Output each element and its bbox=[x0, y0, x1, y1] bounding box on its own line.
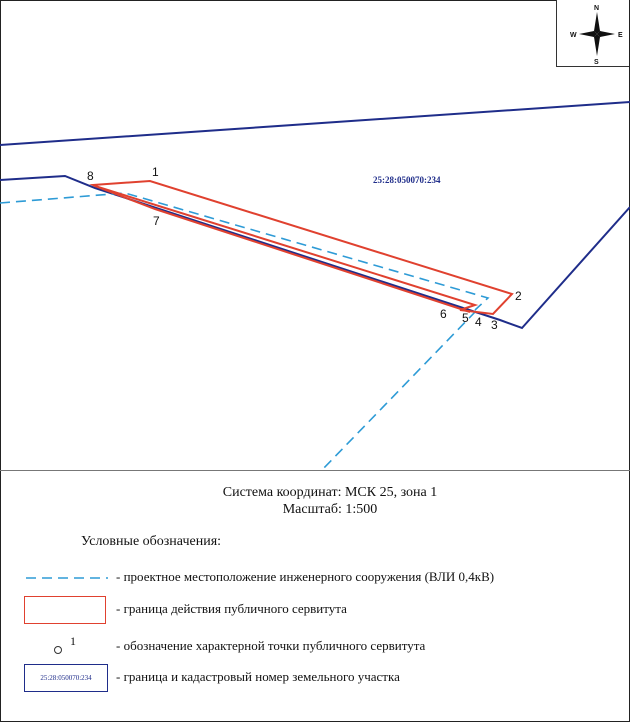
point-label-2: 2 bbox=[515, 289, 522, 303]
legend-title: Условные обозначения: bbox=[81, 534, 222, 549]
point-label-1: 1 bbox=[152, 165, 159, 179]
legend-point-number: 1 bbox=[70, 634, 76, 648]
parcel-label: 25:28:050070:234 bbox=[373, 175, 441, 185]
legend-text-parcel-boundary: - граница и кадастровый номер земельного участка bbox=[116, 669, 400, 684]
point-label-3: 3 bbox=[491, 318, 498, 332]
legend-text-engineering-line: - проектное местоположение инженерного сооружения (ВЛИ 0,4кВ) bbox=[116, 569, 495, 584]
compass-east: E bbox=[618, 32, 623, 39]
legend-dashed-line-symbol bbox=[24, 566, 112, 596]
legend-item-servitude-boundary bbox=[24, 596, 624, 626]
legend-text-servitude-boundary: - граница действия публичного сервитута bbox=[116, 601, 347, 616]
engineering-line-branch bbox=[322, 311, 476, 470]
compass-north: N bbox=[594, 5, 600, 12]
legend-blue-rectangle-symbol bbox=[24, 664, 112, 694]
legend-parcel-box-label: 25:28:050070:234 bbox=[24, 664, 108, 692]
legend-text-point: - обозначение характерной точки публичного сервитута bbox=[116, 638, 426, 653]
parcel-boundary-north bbox=[0, 102, 630, 145]
point-label-8: 8 bbox=[87, 169, 94, 183]
legend-item-engineering-line bbox=[24, 566, 624, 596]
coordinate-system-caption: Система координат: МСК 25, зона 1 bbox=[222, 485, 438, 500]
point-label-6: 6 bbox=[440, 307, 447, 321]
compass-icon bbox=[557, 0, 629, 66]
legend-red-rectangle-symbol bbox=[24, 596, 112, 626]
legend-item-parcel-boundary bbox=[24, 664, 624, 694]
point-label-7: 7 bbox=[153, 214, 160, 228]
legend-item-point bbox=[24, 632, 624, 662]
servitude-boundary bbox=[93, 181, 512, 314]
compass-rose bbox=[556, 0, 629, 67]
point-label-5: 5 bbox=[462, 311, 469, 325]
parcel-boundary-south bbox=[0, 176, 630, 328]
point-label-4: 4 bbox=[475, 315, 482, 329]
compass-south: S bbox=[594, 59, 599, 66]
scale-caption: Масштаб: 1:500 bbox=[282, 502, 378, 517]
map-bottom-border bbox=[0, 470, 630, 471]
legend-point-symbol bbox=[24, 632, 112, 662]
compass-west: W bbox=[570, 32, 577, 39]
